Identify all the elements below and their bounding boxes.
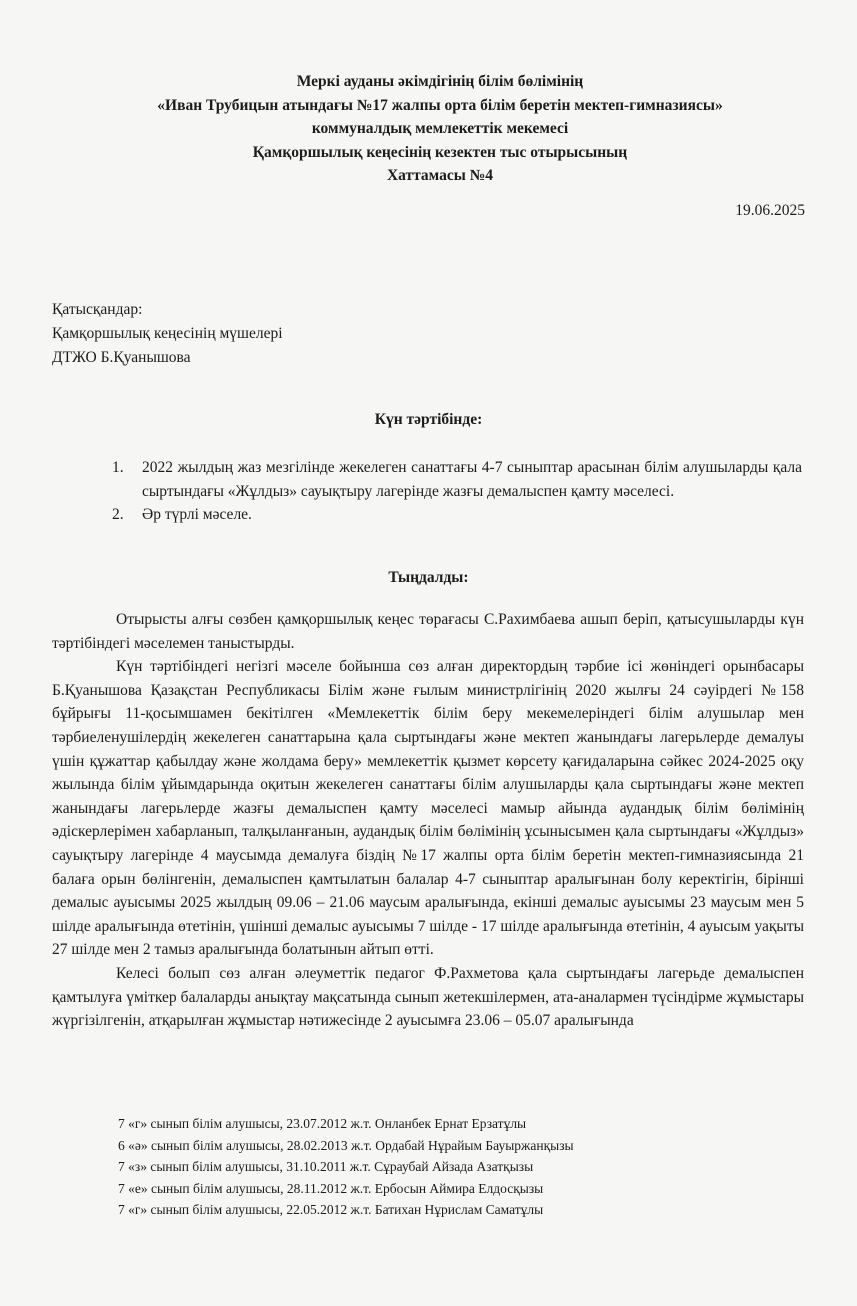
participants-label: Қатысқандар: xyxy=(52,301,143,318)
header-line-institution: коммуналдық мемлекеттік мекемесі xyxy=(311,120,569,137)
agenda-item-number: 2. xyxy=(112,506,124,523)
participants-block xyxy=(52,298,283,370)
agenda-list xyxy=(112,456,802,527)
heard-body xyxy=(52,608,804,1033)
header-line-meeting: Қамқоршылық кеңесінің кезектен тыс отырысының xyxy=(252,143,628,161)
agenda-item-text: Әр түрлі мәселе. xyxy=(142,506,252,523)
agenda-item xyxy=(112,503,802,527)
heard-title: Тыңдалды: xyxy=(388,569,469,586)
agenda-item xyxy=(112,456,802,503)
student-entry: 7 «з» сынып білім алушысы, 31.10.2011 ж.т. Сұраубай Айзада Азатқызы xyxy=(118,1159,534,1174)
agenda-item-text: 2022 жылдың жаз мезгілінде жекелеген санаттағы 4-7 сыныптар арасынан білім алушыларды қала сыртындағы «Жұлдыз» сауықтыру лагерінде жазғы демалыспен қамту мәселесі. xyxy=(142,459,802,500)
student-entry: 6 «ә» сынып білім алушысы, 28.02.2013 ж.т. Ордабай Нұрайым Бауыржанқызы xyxy=(118,1137,574,1153)
header-line-protocol: Хаттамасы №4 xyxy=(386,167,494,184)
heard-paragraph-opening: Отырысты алғы сөзбен қамқоршылық кеңес төрағасы С.Рахимбаева ашып беріп, қатысушыларды күн тәртібіндегі мәселемен таныстырды. xyxy=(52,611,804,652)
agenda-title: Күн тәртібінде: xyxy=(374,411,483,428)
agenda-item-number: 1. xyxy=(112,459,124,476)
participants-deputy: ДТЖО Б.Қуанышова xyxy=(52,349,191,366)
participants-members: Қамқоршылық кеңесінің мүшелері xyxy=(52,325,283,342)
heard-paragraph-deputy-report: Күн тәртібіндегі негізгі мәселе бойынша сөз алған директордың тәрбие ісі жөніндегі орынбасары Б.Қуанышова Қазақстан Республикасы Білім және ғылым министрлігінің 2020 жылғы 24 сәуірдегі №158 бұйрығы 11-қосымшамен бекітілген «Мемлекеттік білім беру мекемелеріндегі білім алушылар мен тәрбиеленушілердің жекелеген санаттарына қала сыртындағы және мектеп жанындағы лагерьлерде демалуы үшін құжаттар қабылдау және жолдама беру» мемлекеттік қызмет көрсету қағидаларына сәйкес 2024-2025 оқу жылында білім ұйымдарында оқитын жекелеген санаттағы білім алушыларды қала сыртындағы және мектеп жанындағы лагерьлерде жазғы демалыспен қамту мәселесі мамыр айында аудандық білім бөлімінің әдіскерлерімен хабарланып, талқыланғанын, аудандық білім бөлімінің ұсынысымен қала сыртындағы «Жұлдыз» сауықтыру лагерінде 4 маусымда демалуға біздің №17 жалпы орта білім беретін мектеп-гимназиясында 21 балаға орын бөлінгенін, демалыспен қамтылатын балалар 4-7 сыныптар аралығынан болу керектігін, бірінші демалыс ауысымы 2025 жылдың 09.06 – 21.06 маусым аралығында, екінші демалыс ауысымы 23 маусым мен 5 шілде аралығында өтетінін, үшінші демалыс ауысымы 7 шілде - 17 шілде аралығында өтетінін, 4 ауысым уақыты 27 шілде мен 2 тамыз аралығында болатынын айтып өтті. xyxy=(52,658,805,959)
student-entry: 7 «е» сынып білім алушысы, 28.11.2012 ж.т. Ербосын Аймира Елдосқызы xyxy=(118,1180,544,1196)
student-entry: 7 «г» сынып білім алушысы, 22.05.2012 ж.т. Батихан Нұрислам Саматұлы xyxy=(118,1202,544,1217)
header-line-department: Меркі ауданы әкімдігінің білім бөлімінің xyxy=(296,73,584,90)
heard-paragraph-social-pedagogue: Келесі болып сөз алған әлеуметтік педагог Ф.Рахметова қала сыртындағы лагерьде демалыспен қамтылуға үміткер балаларды анықтау мақсатында сынып жетекшілермен, ата-аналармен түсіндірме жұмыстары жүргізілгенін, атқарылған жұмыстар нәтижесінде 2 ауысымға 23.06 – 05.07 аралығында xyxy=(52,964,804,1030)
header-line-school: «Иван Трубицын атындағы №17 жалпы орта білім беретін мектеп-гимназиясы» xyxy=(157,96,723,114)
document-header xyxy=(40,70,840,188)
document-date: 19.06.2025 xyxy=(735,202,805,219)
student-entry: 7 «г» сынып білім алушысы, 23.07.2012 ж.т. Онланбек Ернат Ерзатұлы xyxy=(118,1116,527,1131)
student-list xyxy=(118,1113,574,1221)
